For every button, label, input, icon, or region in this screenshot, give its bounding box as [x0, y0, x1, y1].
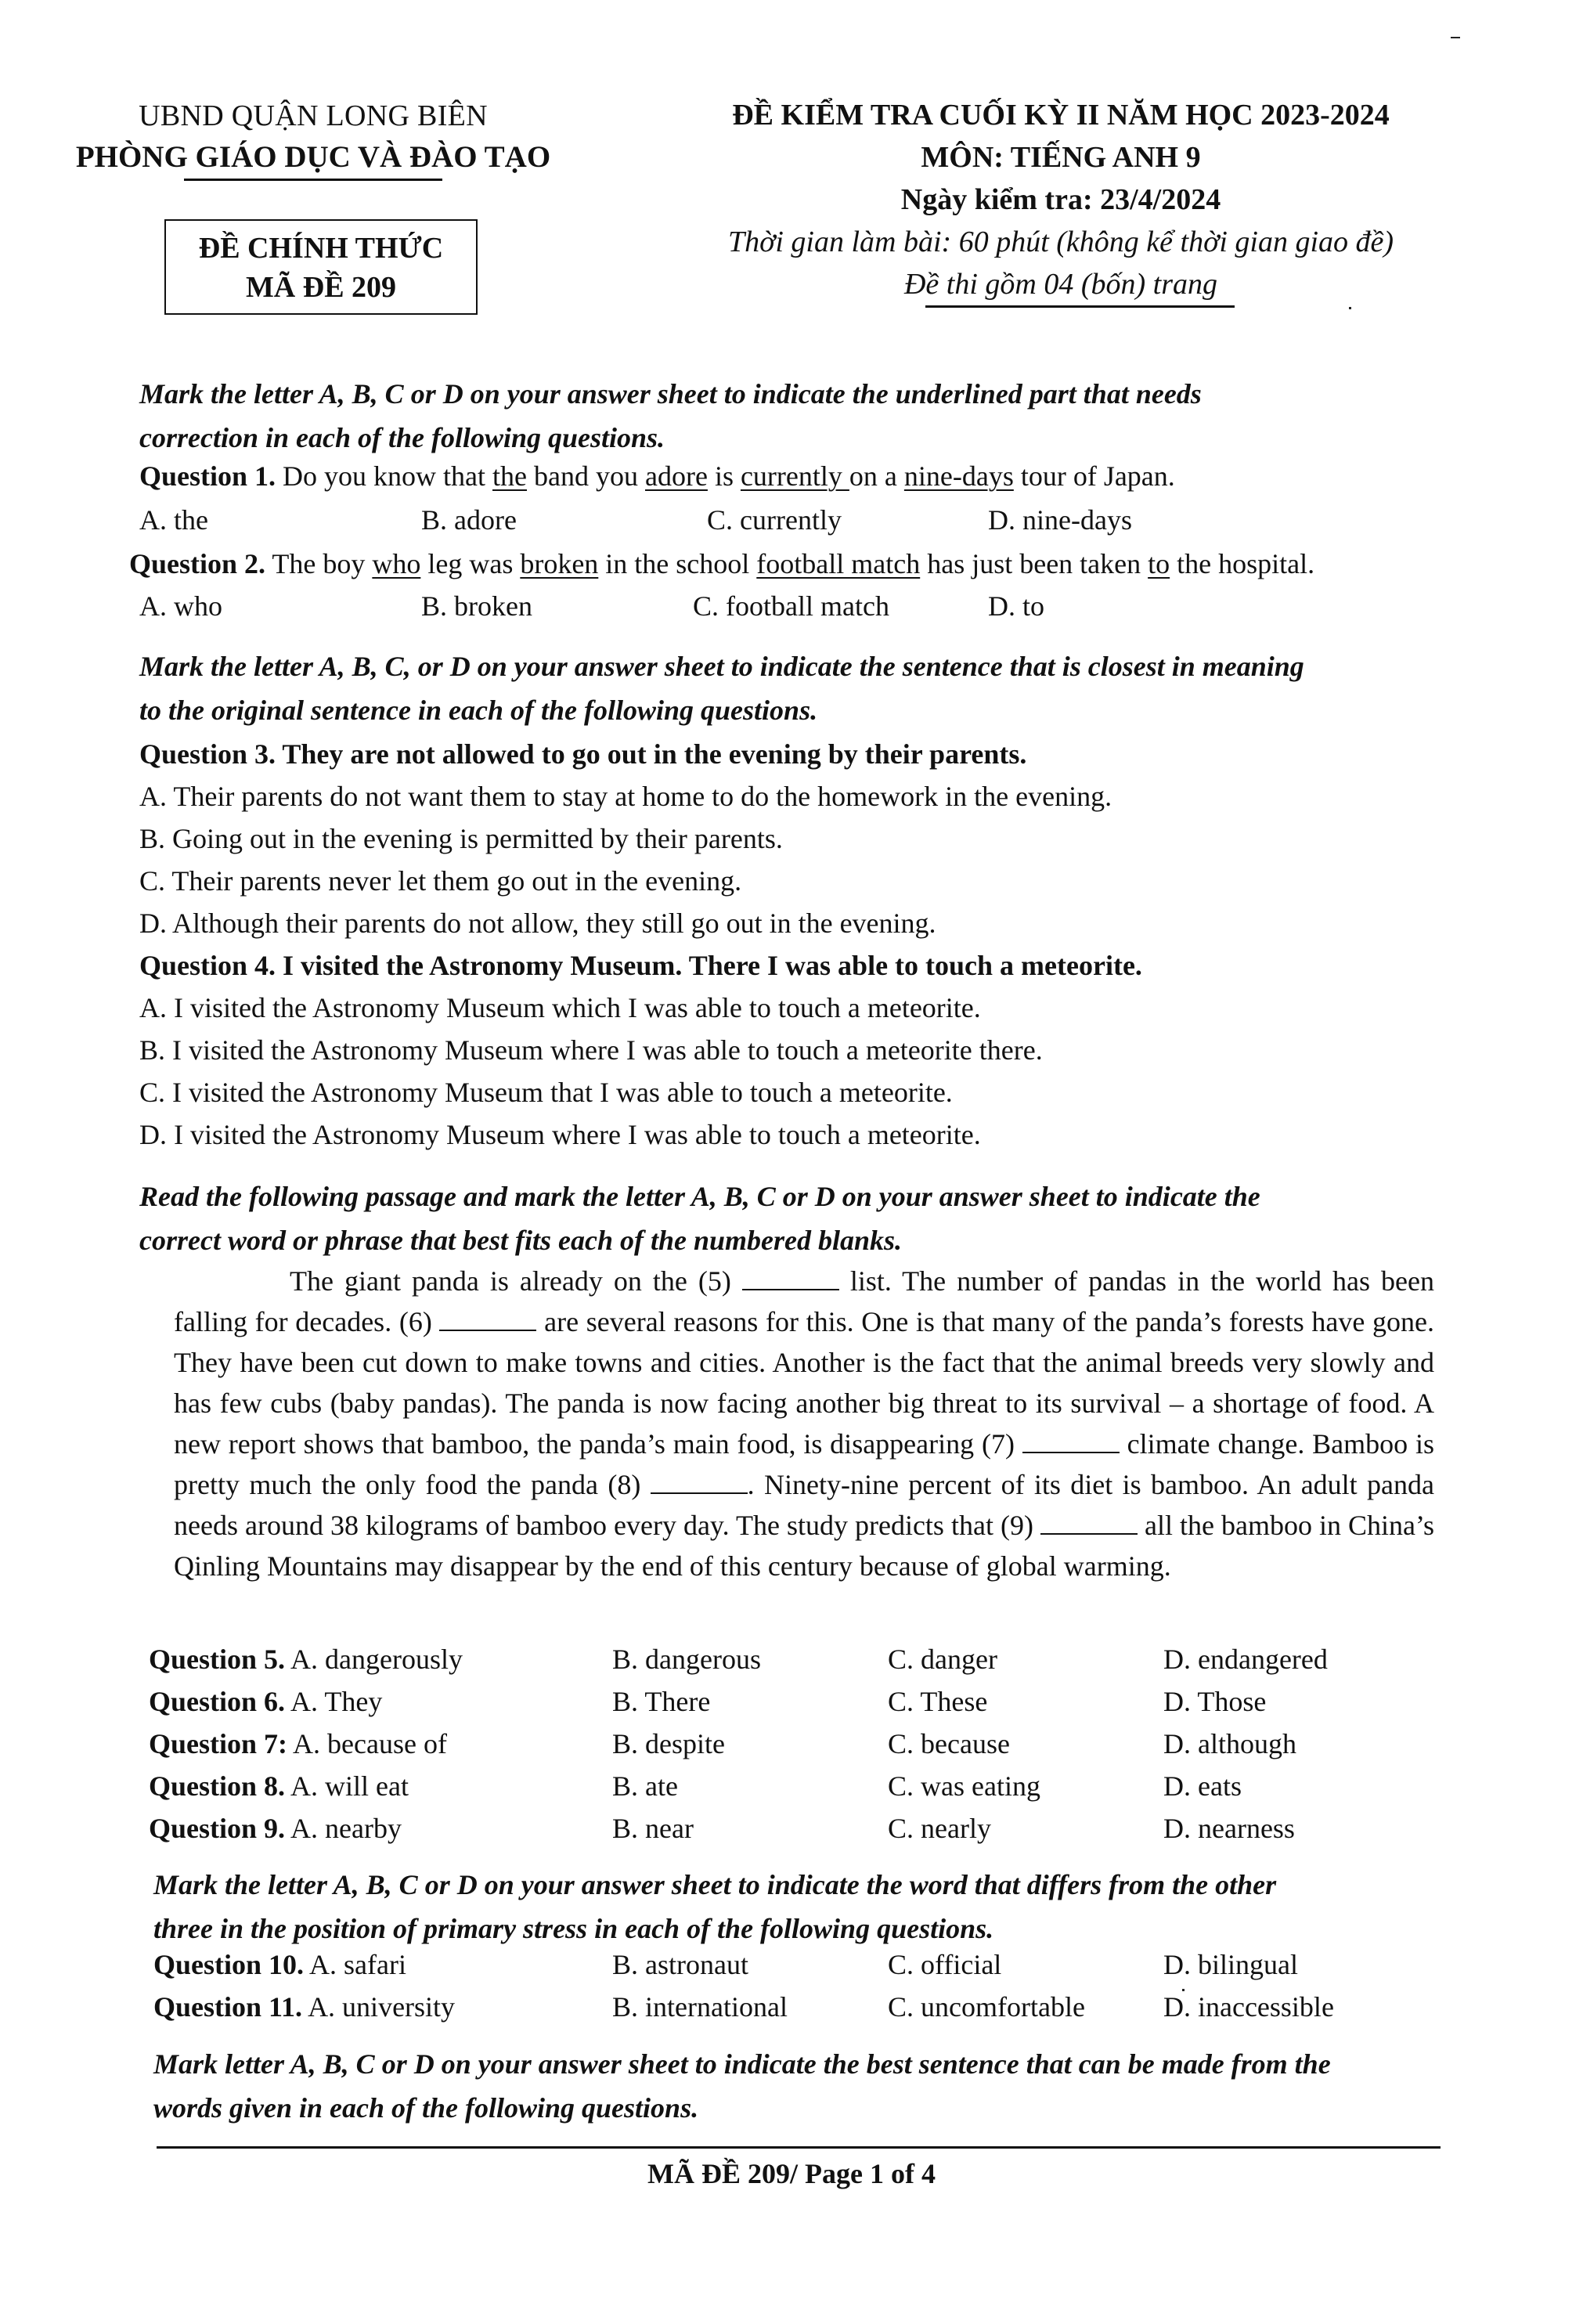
text: on a: [849, 460, 904, 492]
question-9: [149, 1810, 402, 1846]
question-10: [153, 1947, 406, 1983]
department-name: PHÒNG GIÁO DỤC VÀ ĐÀO TẠO: [75, 140, 551, 174]
option-b[interactable]: B. I visited the Astronomy Museum where I was able to touch a meteorite there.: [139, 1034, 1043, 1066]
passage-text: . Ninety-nine percent of its diet is bamboo. An adult panda needs around 38 kilograms of bamboo every day. The study predicts that (9): [174, 1469, 1434, 1541]
section-instruction-cloze: [139, 1175, 1462, 1262]
question-8: [149, 1768, 409, 1804]
text: has just been taken: [920, 548, 1148, 579]
option-b[interactable]: B. dangerous: [612, 1644, 761, 1675]
option-d[interactable]: D. endangered: [1163, 1644, 1328, 1675]
section-instruction-closest-meaning: [139, 644, 1462, 732]
underlined-part-c: football match: [756, 548, 921, 579]
option-c[interactable]: C. official: [888, 1949, 1002, 1980]
passage-text: all the bamboo in China’s Qinling Mountains may disappear by the end of this century because of global warming.: [174, 1510, 1435, 1582]
header-right-divider: [925, 305, 1235, 308]
option-a[interactable]: A. nearby: [290, 1813, 402, 1844]
option-c[interactable]: C. These: [888, 1686, 988, 1717]
option-d[interactable]: D. to: [988, 590, 1044, 622]
option-a[interactable]: A. They: [290, 1686, 383, 1717]
option-d[interactable]: D. bilingual: [1163, 1949, 1298, 1980]
option-c[interactable]: C. because: [888, 1728, 1010, 1759]
option-d[interactable]: D. eats: [1163, 1770, 1242, 1802]
option-d[interactable]: D. nearness: [1163, 1813, 1295, 1844]
text: tour of Japan.: [1013, 460, 1175, 492]
instruction-line: Mark the letter A, B, C, or D on your answer sheet to indicate the sentence that is closest in meaning: [139, 651, 1304, 682]
text: band you: [527, 460, 645, 492]
underlined-part-b: adore: [644, 460, 708, 492]
underlined-part-d: to: [1148, 548, 1170, 579]
instruction-line: words given in each of the following questions.: [153, 2092, 699, 2124]
subject: MÔN: TIẾNG ANH 9: [921, 141, 1201, 174]
option-d[interactable]: D. Although their parents do not allow, they still go out in the evening.: [139, 908, 936, 939]
blank-8: [651, 1469, 748, 1494]
question-11: [153, 1989, 455, 2025]
header-divider: [184, 179, 442, 181]
text: the hospital.: [1170, 548, 1315, 579]
question-5: [149, 1641, 463, 1677]
header-right: [650, 94, 1472, 308]
instruction-line: correction in each of the following questions.: [139, 422, 665, 453]
option-a[interactable]: A. safari: [309, 1949, 406, 1980]
text: is: [707, 460, 741, 492]
exam-title: ĐỀ KIỂM TRA CUỐI KỲ II NĂM HỌC 2023-2024: [732, 99, 1390, 132]
option-c[interactable]: C. currently: [707, 504, 842, 536]
page-count: Đề thi gồm 04 (bốn) trang: [903, 268, 1218, 301]
option-b[interactable]: B. ate: [612, 1770, 678, 1802]
passage-text: are several reasons for this. One is that many of the panda’s forests have gone. They have been cut down to make towns and cities. Another is the fact that the animal breeds very slowly and has few cubs (baby pandas). The panda is now facing another big threat to its survival – a shortage of food. A new report shows that bamboo, the panda’s main food, is disappearing (7): [174, 1306, 1434, 1460]
option-a[interactable]: A. university: [308, 1991, 456, 2023]
option-b[interactable]: B. near: [612, 1813, 694, 1844]
question-7: [149, 1726, 447, 1762]
page-footer: MÃ ĐỀ 209/ Page 1 of 4: [647, 2158, 936, 2189]
option-c[interactable]: C. I visited the Astronomy Museum that I was able to touch a meteorite.: [139, 1077, 953, 1108]
option-a[interactable]: A. who: [139, 590, 222, 622]
instruction-line: three in the position of primary stress in each of the following questions.: [153, 1913, 994, 1944]
reading-passage: [174, 1261, 1434, 1586]
underlined-part-d: nine-days: [903, 460, 1014, 492]
section-instruction-stress: [153, 1863, 1477, 1951]
question-label: Question 5.: [149, 1644, 286, 1675]
question-label: Question 7:: [149, 1728, 288, 1759]
question-label: Question 1.: [139, 460, 276, 492]
option-d[interactable]: D. inaccessible: [1163, 1991, 1334, 2023]
authority-name: UBND QUẬN LONG BIÊN: [139, 99, 488, 132]
scan-speck: [1349, 307, 1351, 309]
option-c[interactable]: C. Their parents never let them go out in the evening.: [139, 865, 742, 897]
question-label: Question 10.: [153, 1949, 305, 1980]
exam-duration: Thời gian làm bài: 60 phút (không kể thời gian giao đề): [727, 226, 1394, 258]
text: The boy: [265, 548, 373, 579]
question-2: [129, 546, 1314, 582]
question-6: [149, 1683, 382, 1720]
official-exam-box: [164, 219, 478, 315]
question-label: Question 6.: [149, 1686, 286, 1717]
option-b[interactable]: B. astronaut: [612, 1949, 748, 1980]
exam-date: Ngày kiểm tra: 23/4/2024: [900, 183, 1221, 216]
option-c[interactable]: C. uncomfortable: [888, 1991, 1085, 2023]
instruction-line: correct word or phrase that best fits each of the numbered blanks.: [139, 1225, 903, 1256]
instruction-line: Mark the letter A, B, C or D on your answer sheet to indicate the underlined part that needs: [139, 378, 1202, 410]
passage-text: climate change. Bamboo is pretty much the only food the panda (8): [174, 1428, 1434, 1500]
question-4-stem: Question 4. I visited the Astronomy Museum. There I was able to touch a meteorite.: [139, 950, 1142, 981]
option-b[interactable]: B. broken: [421, 590, 532, 622]
option-b[interactable]: B. despite: [612, 1728, 725, 1759]
passage-text: The giant panda is already on the (5): [290, 1265, 742, 1297]
passage-text: list. The number of pandas in the world has been falling for decades. (6): [174, 1265, 1434, 1337]
option-a[interactable]: A. will eat: [290, 1770, 409, 1802]
option-d[interactable]: D. I visited the Astronomy Museum where I was able to touch a meteorite.: [139, 1119, 981, 1150]
text: in the school: [598, 548, 757, 579]
instruction-line: Read the following passage and mark the letter A, B, C or D on your answer sheet to indicate the: [139, 1181, 1260, 1212]
header-left: [47, 94, 579, 181]
scan-speck: [1182, 1989, 1185, 1991]
question-label: Question 11.: [153, 1991, 303, 2023]
underlined-part-c: currently: [740, 460, 849, 492]
section-instruction-error-correction: [139, 372, 1462, 460]
option-d[interactable]: D. Those: [1163, 1686, 1267, 1717]
option-d[interactable]: D. nine-days: [988, 504, 1132, 536]
blank-5: [742, 1265, 839, 1290]
option-a[interactable]: A. I visited the Astronomy Museum which I was able to touch a meteorite.: [139, 992, 981, 1023]
instruction-line: Mark the letter A, B, C or D on your answer sheet to indicate the word that differs from the other: [153, 1869, 1277, 1900]
underlined-part-a: the: [492, 460, 527, 492]
option-b[interactable]: B. international: [612, 1991, 788, 2023]
blank-9: [1040, 1510, 1138, 1535]
underlined-part-b: broken: [520, 548, 599, 579]
question-3-stem: Question 3. They are not allowed to go out in the evening by their parents.: [139, 738, 1027, 770]
question-label: Question 2.: [129, 548, 266, 579]
section-instruction-sentence-building: [153, 2042, 1477, 2130]
text: leg was: [420, 548, 521, 579]
option-a[interactable]: A. because of: [293, 1728, 447, 1759]
question-label: Question 9.: [149, 1813, 286, 1844]
option-c[interactable]: C. was eating: [888, 1770, 1040, 1802]
underlined-part-a: who: [372, 548, 421, 579]
blank-7: [1022, 1428, 1120, 1453]
instruction-line: Mark letter A, B, C or D on your answer sheet to indicate the best sentence that can be made from the: [153, 2048, 1331, 2080]
text: Do you know that: [276, 460, 493, 492]
instruction-line: to the original sentence in each of the following questions.: [139, 695, 818, 726]
option-a[interactable]: A. the: [139, 504, 208, 536]
question-1: [139, 458, 1175, 494]
exam-code: MÃ ĐỀ 209: [245, 271, 397, 304]
option-b[interactable]: B. There: [612, 1686, 711, 1717]
option-a[interactable]: A. dangerously: [290, 1644, 463, 1675]
official-status: ĐỀ CHÍNH THỨC: [198, 232, 444, 265]
blank-6: [439, 1306, 536, 1331]
option-a[interactable]: A. Their parents do not want them to stay at home to do the homework in the evening.: [139, 781, 1112, 812]
option-b[interactable]: B. adore: [421, 504, 517, 536]
footer-divider: [157, 2146, 1441, 2149]
option-c[interactable]: C. football match: [693, 590, 889, 622]
option-b[interactable]: B. Going out in the evening is permitted by their parents.: [139, 823, 783, 854]
scan-speck: [1451, 37, 1460, 38]
option-c[interactable]: C. danger: [888, 1644, 997, 1675]
option-c[interactable]: C. nearly: [888, 1813, 991, 1844]
option-d[interactable]: D. although: [1163, 1728, 1296, 1759]
question-label: Question 8.: [149, 1770, 286, 1802]
